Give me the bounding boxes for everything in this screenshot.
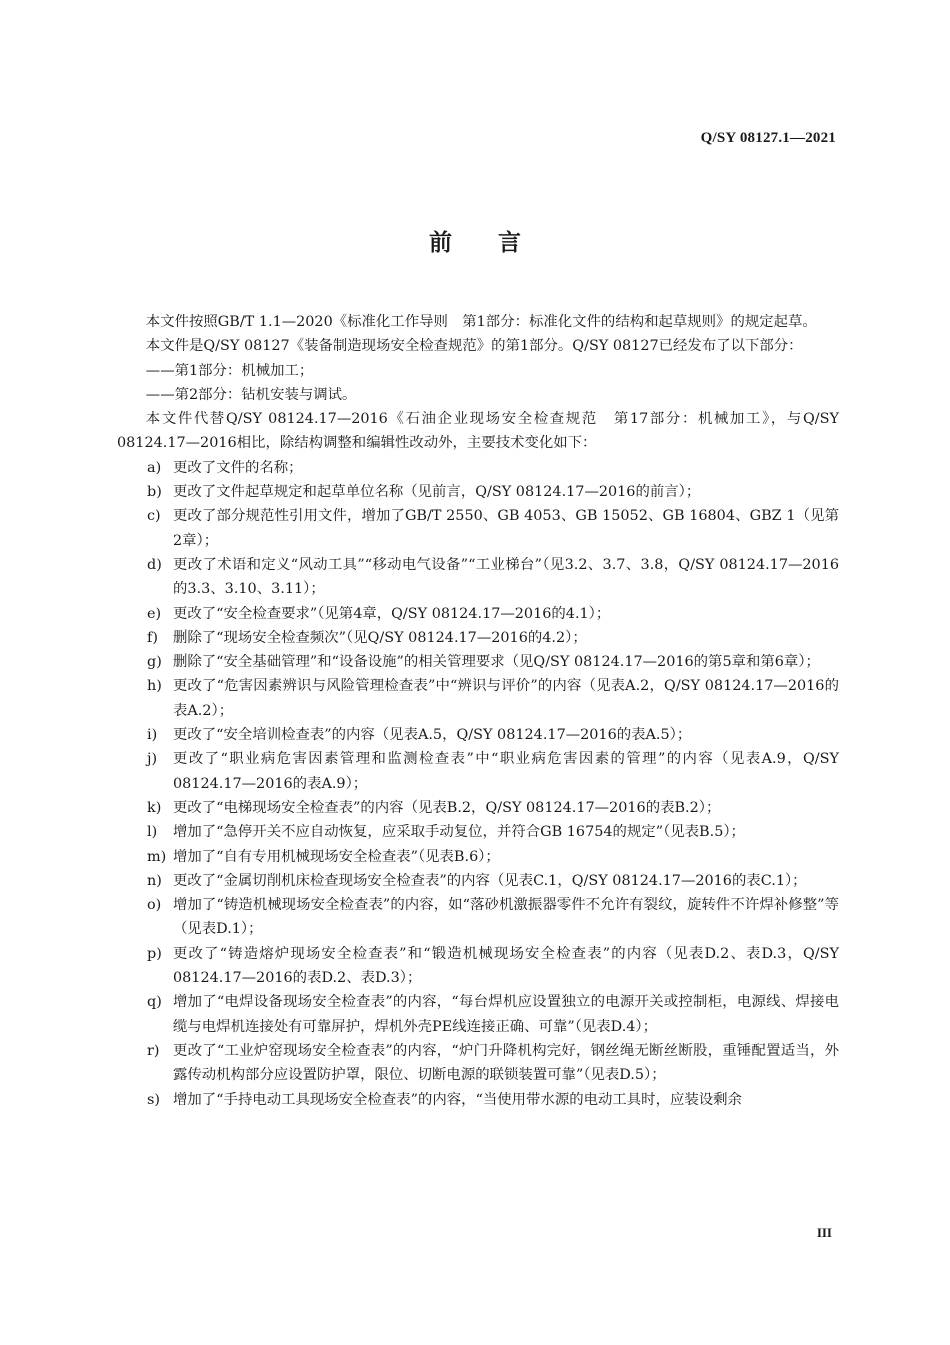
change-item	[117, 747, 839, 796]
change-item	[117, 480, 839, 504]
list-marker: n)	[147, 872, 162, 889]
change-item	[117, 942, 839, 991]
change-item	[117, 796, 839, 820]
change-text: 增加了“手持电动工具现场安全检查表”的内容，“当使用带水源的电动工具时，应装设剩余	[173, 1091, 742, 1108]
change-text: 删除了“现场安全检查频次”（见Q/SY 08124.17—2016的4.2）；	[173, 629, 587, 646]
paragraph-drafting-rules: 本文件按照GB/T 1.1—2020《标准化工作导则 第1部分：标准化文件的结构和起草规则》的规定起草。	[145, 314, 817, 330]
part-list-item: ——第2部分：钻机安装与调试。	[145, 386, 357, 403]
list-marker: o)	[147, 897, 162, 914]
change-item	[117, 626, 839, 650]
change-text: 更改了术语和定义“风动工具”“移动电气设备”“工业梯台”（见3.2、3.7、3.8，Q/SY 08124.17—2016的3.3、3.10、3.11）；	[173, 556, 839, 598]
list-marker: q)	[147, 994, 162, 1011]
change-text: 删除了“安全基础管理”和“设备设施”的相关管理要求（见Q/SY 08124.17—2016的第5章和第6章）；	[173, 654, 820, 671]
list-marker: g)	[147, 654, 162, 671]
list-marker: s)	[147, 1091, 160, 1108]
part-list-item: ——第1部分：机械加工；	[145, 362, 314, 379]
list-marker: k)	[147, 799, 162, 816]
change-item	[117, 456, 839, 480]
change-item	[117, 650, 839, 674]
change-item	[117, 845, 839, 869]
list-marker: f)	[147, 629, 158, 646]
change-item	[117, 553, 839, 602]
change-text: 更改了“电梯现场安全检查表”的内容（见表B.2，Q/SY 08124.17—2016的表B.2）；	[173, 799, 721, 816]
change-text: 更改了文件起草规定和起草单位名称（见前言，Q/SY 08124.17—2016的前言）；	[173, 484, 701, 501]
list-marker: e)	[147, 605, 162, 622]
change-text: 增加了“电焊设备现场安全检查表”的内容，“每台焊机应设置独立的电源开关或控制柜，电源线、焊接电缆与电焊机连接处有可靠屏护，焊机外壳PE线连接正确、可靠”（见表D.4）；	[173, 994, 839, 1035]
change-item	[117, 602, 839, 626]
change-item	[117, 869, 839, 893]
list-marker: d)	[147, 556, 162, 573]
page-number: III	[816, 1225, 832, 1240]
list-marker: b)	[147, 484, 162, 501]
change-item	[117, 1088, 839, 1112]
change-item	[117, 723, 839, 747]
change-text: 更改了“安全培训检查表”的内容（见表A.5，Q/SY 08124.17—2016的表A.5）；	[173, 727, 692, 744]
change-text: 增加了“自有专用机械现场安全检查表”（见表B.6）；	[173, 848, 500, 865]
list-marker: l)	[147, 824, 158, 841]
change-text: 更改了“危害因素辨识与风险管理检查表”中“辨识与评价”的内容（见表A.2，Q/SY 08124.17—2016的表A.2）；	[173, 678, 839, 719]
change-text: 更改了文件的名称；	[173, 459, 303, 476]
list-marker: j)	[147, 751, 158, 768]
list-marker: h)	[147, 678, 162, 695]
changes-list	[117, 456, 839, 1112]
change-text: 更改了“工业炉窑现场安全检查表”的内容，“炉门升降机构完好，钢丝绳无断丝断股，重锤配置适当，外露传动机构部分应设置防护罩，限位、切断电源的联锁装置可靠”（见表D.5）；	[173, 1042, 839, 1084]
change-item	[117, 990, 839, 1039]
change-text: 更改了“安全检查要求”（见第4章，Q/SY 08124.17—2016的4.1）；	[173, 605, 611, 622]
change-text: 增加了“铸造机械现场安全检查表”的内容，如“落砂机激振器零件不允许有裂纹，旋转件不许焊补修整”等（见表D.1）；	[173, 897, 839, 938]
change-item	[117, 820, 839, 844]
change-text: 更改了“金属切削机床检查现场安全检查表”的内容（见表C.1，Q/SY 08124.17—2016的表C.1）；	[173, 872, 807, 889]
list-marker: m)	[147, 848, 167, 865]
change-text: 更改了部分规范性引用文件，增加了GB/T 2550、GB 4053、GB 15052、GB 16804、GBZ 1（见第2章）；	[173, 508, 839, 549]
change-text: 增加了“急停开关不应自动恢复，应采取手动复位，并符合GB 16754的规定”（见表B.5）；	[173, 824, 745, 841]
paragraph-series-intro: 本文件是Q/SY 08127《装备制造现场安全检查规范》的第1部分。Q/SY 08127已经发布了以下部分：	[145, 338, 803, 355]
list-marker: p)	[147, 945, 162, 962]
paragraph-replacement: 本文件代替Q/SY 08124.17—2016《石油企业现场安全检查规范 第17部分：机械加工》，与Q/SY 08124.17—2016相比，除结构调整和编辑性改动外，主要技术变化如下：	[117, 411, 839, 452]
change-item	[117, 893, 839, 942]
change-text: 更改了“职业病危害因素管理和监测检查表”中“职业病危害因素的管理”的内容（见表A.9，Q/SY 08124.17—2016的表A.9）；	[173, 751, 839, 792]
list-marker: r)	[147, 1042, 160, 1059]
foreword-body	[117, 310, 839, 1112]
list-marker: a)	[147, 459, 162, 476]
change-text: 更改了“铸造熔炉现场安全检查表”和“锻造机械现场安全检查表”的内容（见表D.2、表D.3，Q/SY 08124.17—2016的表D.2、表D.3）；	[173, 945, 839, 987]
document-code: Q/SY 08127.1—2021	[700, 130, 836, 146]
change-item	[117, 674, 839, 723]
change-item	[117, 1039, 839, 1088]
list-marker: i)	[147, 727, 158, 744]
page-title: 前言	[429, 230, 567, 256]
change-item	[117, 504, 839, 553]
list-marker: c)	[147, 508, 161, 525]
